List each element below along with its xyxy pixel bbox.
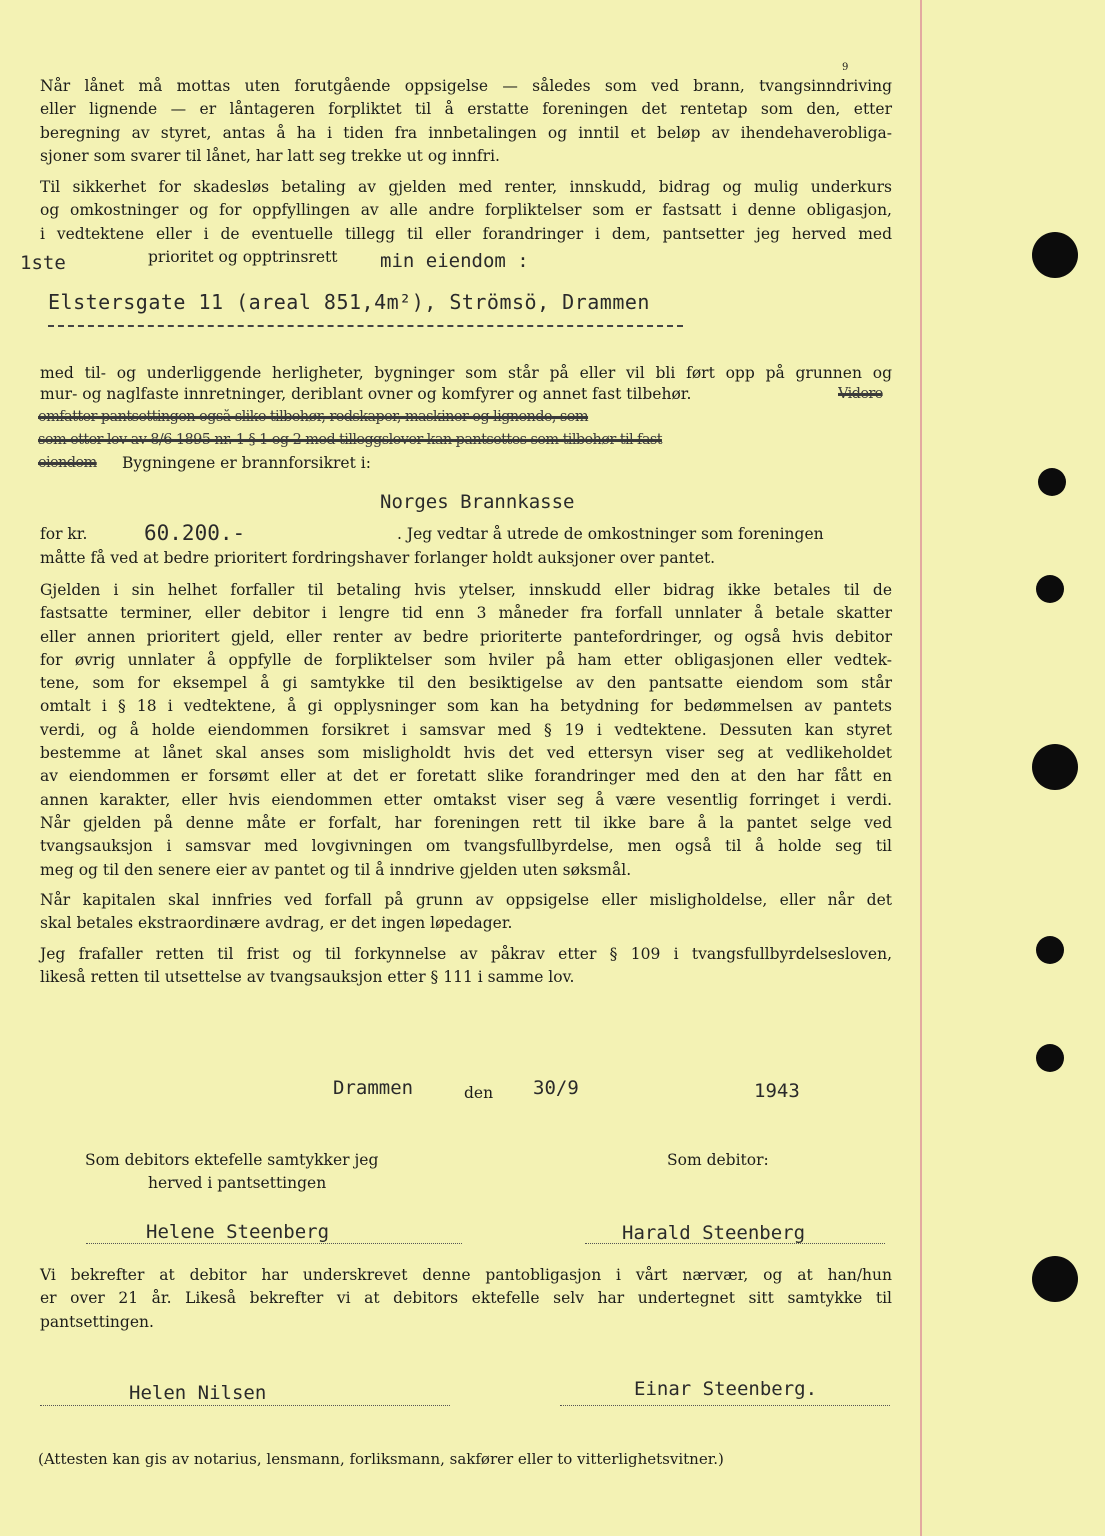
property-description: Elstersgate 11 (areal 851,4m²), Strömsö, Drammen: [48, 290, 650, 314]
spouse-consent-label: Som debitors ektefelle samtykker jeg: [85, 1151, 379, 1169]
text-line: for øvrig unnlater å oppfylle de forpliktelser som hviler på ham etter obligasjonen eller vedtek-: [40, 650, 892, 669]
text-line: er over 21 år. Likeså bekrefter vi at debitors ektefelle selv har undertegnet sitt samtykke til: [40, 1289, 892, 1308]
text-line: eller lignende — er låntageren forpliktet til å erstatte foreningen det rentetap som den, etter: [40, 100, 892, 119]
signature-line: [585, 1243, 885, 1244]
dashed-underline: [48, 325, 683, 327]
prepayment-paragraph: [40, 75, 892, 168]
witness-paragraph: [40, 1264, 892, 1334]
pledged-object: min eiendom :: [380, 250, 529, 272]
text-line: tvangsauksjon i samsvar med lovgivningen om tvangsfullbyrdelse, men også til å holde seg til: [40, 837, 892, 856]
struck-line: omfatter pantsettingen også slike tilbehør, redskaper, maskiner og lignende, som: [38, 409, 589, 425]
spouse-consent-label: herved i pantsettingen: [148, 1174, 327, 1192]
punch-hole: [1032, 232, 1078, 278]
text-line: og omkostninger og for oppfyllingen av alle andre forpliktelser som er fastsatt i denne obligasjon,: [40, 201, 892, 220]
punch-hole: [1036, 1044, 1064, 1072]
text-line: bestemme at lånet skal anses som misligholdt hvis det ved ettersyn viser seg at vedlikeholdet: [40, 744, 892, 763]
date: 30/9: [533, 1077, 579, 1099]
amount-tail: . Jeg vedtar å utrede de omkostninger som foreningen: [397, 525, 824, 543]
den-label: den: [464, 1084, 494, 1102]
text-line: Når kapitalen skal innfries ved forfall på grunn av oppsigelse eller misligholdelse, eller når det: [40, 891, 892, 909]
text-line: Vi bekrefter at debitor har underskrevet denne pantobligasjon i vårt nærvær, og at han/hun: [40, 1266, 892, 1284]
witness-signature: Helen Nilsen: [129, 1382, 267, 1404]
text-line: likeså retten til utsettelse av tvangsauksjon etter § 111 i samme lov.: [40, 968, 575, 987]
punch-hole: [1036, 936, 1064, 964]
text-line: eller annen prioritert gjeld, eller renter av bedre prioriterte pantefordringer, og også hvis debitor: [40, 627, 892, 646]
debtor-label: Som debitor:: [667, 1151, 769, 1169]
text-line: beregning av styret, antas å ha i tiden fra innbetalingen og inntil et beløp av ihendehaverobliga-: [40, 123, 892, 142]
text-line: av eiendommen er forsømt eller at det er foretatt slike forandringer med den at den har fått en: [40, 767, 892, 786]
punch-hole: [1038, 468, 1066, 496]
punch-hole: [1032, 744, 1078, 790]
amount-prefix: for kr.: [40, 525, 88, 543]
text-line: mur- og naglfaste innretninger, deriblant ovner og komfyrer og annet fast tilbehør.: [40, 385, 692, 403]
insurer-name: Norges Brannkasse: [380, 491, 575, 513]
priority-text: prioritet og opptrinsrett: [148, 248, 338, 266]
spouse-signature: Helene Steenberg: [146, 1221, 330, 1243]
priority-rank: 1ste: [20, 252, 66, 274]
punch-hole: [1032, 1256, 1078, 1302]
waiver-paragraph: [40, 943, 892, 990]
text-line: omtalt i § 18 i vedtektene, å gi opplysninger som kan ha betydning for bedømmelsen av pantets: [40, 697, 892, 716]
insured-amount: 60.200.-: [144, 521, 246, 545]
signature-line: [560, 1405, 890, 1406]
struck-line: som etter lov av 8/6 1895 nr. 1 § 1 og 2 med tilleggslover kan pantsettes som tilbehør til fast: [38, 432, 662, 448]
security-paragraph: [40, 176, 892, 246]
signature-line: [86, 1243, 462, 1244]
signature-line: [40, 1405, 450, 1406]
year: 1943: [754, 1080, 800, 1102]
text-line: i vedtektene eller i de eventuelle tillegg til eller forandringer i dem, pantsetter jeg herved med: [40, 224, 892, 243]
place: Drammen: [333, 1077, 414, 1099]
text-line: verdi, og å holde eiendommen forsikret i samsvar med § 19 i vedtektene. Dessuten kan styret: [40, 720, 892, 739]
text-line: Til sikkerhet for skadesløs betaling av gjelden med renter, innskudd, bidrag og mulig underkurs: [40, 178, 892, 196]
red-margin-line: [920, 0, 922, 1536]
text-line: skal betales ekstraordinære avdrag, er det ingen løpedager.: [40, 914, 513, 933]
text-line: med til- og underliggende herligheter, bygninger som står på eller vil bli ført opp på grunnen og: [40, 364, 892, 382]
witness-signature: Einar Steenberg.: [634, 1378, 818, 1400]
text-line: pantsettingen.: [40, 1312, 154, 1331]
text-line: Jeg frafaller retten til frist og til forkynnelse av påkrav etter § 109 i tvangsfullbyrdelsesloven,: [40, 945, 892, 963]
struck-text: Videre: [838, 386, 883, 402]
text-line: Gjelden i sin helhet forfaller til betaling hvis ytelser, innskudd eller bidrag ikke betales til de: [40, 581, 892, 599]
insurance-label: Bygningene er brannforsikret i:: [122, 454, 371, 472]
text-line: tene, som for eksempel å gi samtykke til den besiktigelse av den pantsatte eiendom som står: [40, 674, 892, 693]
appurtenances-paragraph: [40, 362, 892, 385]
text-line: fastsatte terminer, eller debitor i lengre tid enn 3 måneder fra forfall unnlater å betale skatter: [40, 604, 892, 623]
page-mark: 9: [842, 62, 849, 73]
text-line: meg og til den senere eier av pantet og til å inndrive gjelden uten søksmål.: [40, 860, 632, 879]
default-paragraph: [40, 579, 892, 882]
debtor-signature: Harald Steenberg: [622, 1222, 806, 1244]
attestation-note: (Attesten kan gis av notarius, lensmann, forliksmann, sakfører eller to vitterlighetsvitner.): [38, 1450, 724, 1468]
text-line: Når gjelden på denne måte er forfalt, har foreningen rett til ikke bare å la pantet selge ved: [40, 813, 892, 832]
punch-hole: [1036, 575, 1064, 603]
text-line: Når lånet må mottas uten forutgående oppsigelse — således som ved brann, tvangsinndriving: [40, 77, 892, 95]
text-line: måtte få ved at bedre prioritert fordringshaver forlanger holdt auksjoner over pantet.: [40, 549, 716, 567]
text-line: annen karakter, eller hvis eiendommen etter omtakst viser seg å være vesentlig forringet i verdi.: [40, 790, 892, 809]
text-line: sjoner som svarer til lånet, har latt seg trekke ut og innfri.: [40, 146, 500, 165]
redemption-paragraph: [40, 889, 892, 936]
struck-word: eiendom: [38, 455, 97, 471]
